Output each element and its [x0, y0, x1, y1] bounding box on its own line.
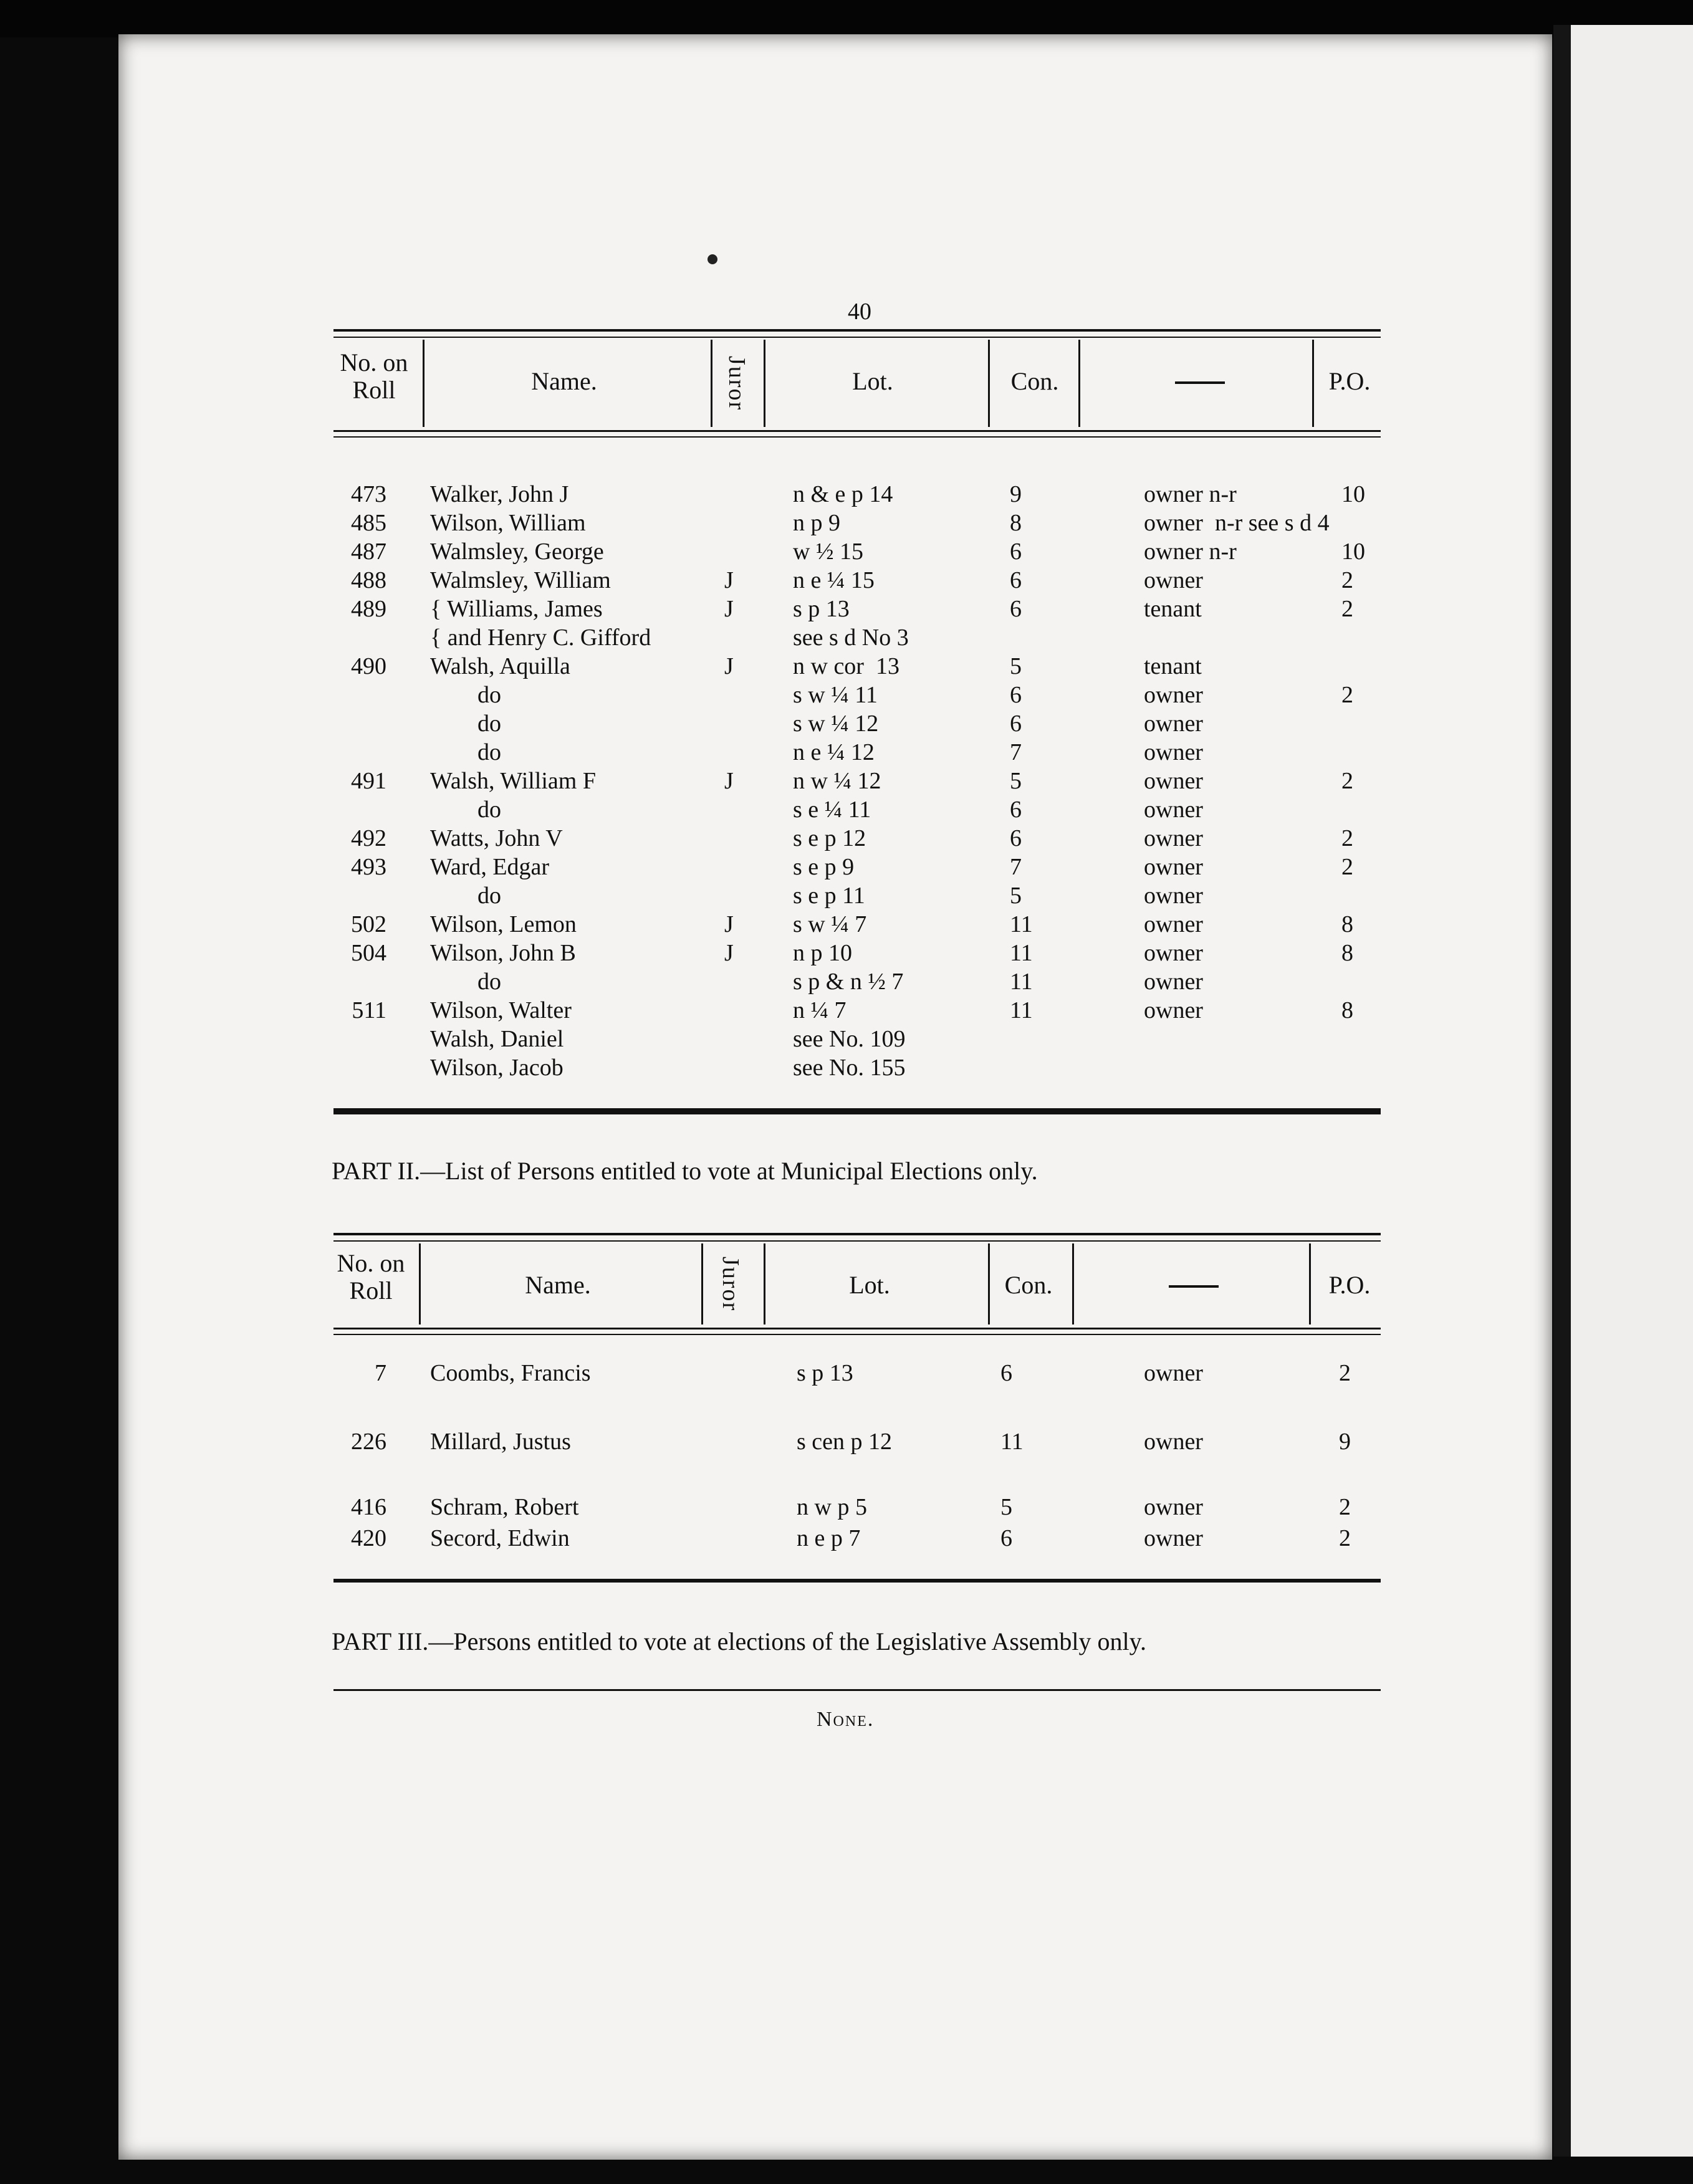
post-office: 2	[1341, 567, 1353, 593]
table1-top-rule	[333, 329, 1381, 332]
voter-name: do	[430, 883, 501, 909]
roll-number: 420	[351, 1525, 386, 1551]
status: owner	[1144, 911, 1203, 937]
status: owner	[1144, 1494, 1203, 1520]
roll-number: 487	[351, 539, 386, 565]
concession: 11	[1010, 969, 1033, 995]
table2-header-rule	[333, 1328, 1381, 1329]
voter-name: Walsh, William F	[430, 768, 596, 794]
status: owner	[1144, 1360, 1203, 1386]
roll-number: 489	[351, 596, 386, 622]
concession: 6	[1010, 682, 1022, 708]
table1-bottom-rule	[333, 1108, 1381, 1114]
voter-name: Watts, John V	[430, 825, 563, 851]
lot: n w cor 13	[793, 653, 899, 679]
status: owner n-r see s d 4	[1144, 510, 1330, 536]
ink-spot	[707, 254, 717, 264]
status: owner	[1144, 1429, 1203, 1455]
col-divider	[423, 340, 424, 427]
status: tenant	[1144, 653, 1202, 679]
voter-name: Wilson, William	[430, 510, 586, 536]
col-divider	[1078, 340, 1080, 427]
voter-name: Wilson, Lemon	[430, 911, 577, 937]
concession: 6	[1010, 797, 1022, 823]
lot: w ½ 15	[793, 539, 863, 565]
lot: s p 13	[793, 596, 850, 622]
voter-name: Coombs, Francis	[430, 1360, 591, 1386]
header-no-on-roll-line1: No. on	[337, 1249, 405, 1277]
juror-mark: J	[724, 940, 734, 966]
col-divider	[1309, 1243, 1311, 1324]
voter-name: Schram, Robert	[430, 1494, 579, 1520]
lot: s w ¼ 11	[793, 682, 878, 708]
col-divider	[764, 340, 765, 427]
voter-name: do	[430, 711, 501, 737]
post-office: 2	[1339, 1494, 1351, 1520]
col-divider	[711, 340, 712, 427]
table1-header-rule-thin	[333, 436, 1381, 438]
header-no-on-roll-line2: Roll	[349, 1276, 393, 1305]
status: owner n-r	[1144, 539, 1237, 565]
concession: 11	[1010, 997, 1033, 1023]
header-con: Con.	[1010, 367, 1059, 395]
header-po: P.O.	[1328, 1271, 1371, 1299]
status: owner	[1144, 567, 1203, 593]
concession: 11	[1010, 911, 1033, 937]
table1-top-rule-thin	[333, 337, 1381, 338]
roll-number: 493	[351, 854, 386, 880]
table2-bottom-rule	[333, 1579, 1381, 1583]
concession: 6	[1010, 567, 1022, 593]
status: owner	[1144, 711, 1203, 737]
concession: 6	[1010, 825, 1022, 851]
voter-name: Walsh, Daniel	[430, 1026, 564, 1052]
header-no-on-roll	[330, 349, 418, 404]
lot: s w ¼ 12	[793, 711, 879, 737]
col-divider	[1312, 340, 1314, 427]
post-office: 8	[1341, 997, 1353, 1023]
scan-gutter	[1553, 25, 1571, 2157]
voter-name: Walmsley, William	[430, 567, 611, 593]
concession: 5	[1010, 883, 1022, 909]
juror-mark: J	[724, 567, 734, 593]
post-office: 10	[1341, 539, 1365, 565]
roll-number: 226	[351, 1429, 386, 1455]
roll-number: 473	[351, 481, 386, 507]
lot: s e p 11	[793, 883, 865, 909]
status: tenant	[1144, 596, 1202, 622]
voter-name: do	[430, 682, 501, 708]
table2-header-rule-thin	[333, 1334, 1381, 1335]
table2-top-rule-thin	[333, 1240, 1381, 1242]
juror-mark: J	[724, 768, 734, 794]
concession: 8	[1010, 510, 1022, 536]
status: owner	[1144, 969, 1203, 995]
facing-page-edge	[1571, 25, 1693, 2157]
status: owner	[1144, 854, 1203, 880]
juror-mark: J	[724, 911, 734, 937]
concession: 5	[1010, 768, 1022, 794]
roll-number: 504	[351, 940, 386, 966]
lot: n w p 5	[797, 1494, 867, 1520]
table1-header-rule	[333, 430, 1381, 432]
status: owner	[1144, 940, 1203, 966]
post-office: 9	[1339, 1429, 1351, 1455]
voter-name: Wilson, Walter	[430, 997, 572, 1023]
voter-name: Ward, Edgar	[430, 854, 550, 880]
status: owner	[1144, 825, 1203, 851]
header-no-on-roll	[327, 1250, 415, 1305]
lot: n p 9	[793, 510, 840, 536]
lot: n e p 7	[797, 1525, 861, 1551]
concession: 11	[1010, 940, 1033, 966]
lot: s cen p 12	[797, 1429, 893, 1455]
lot: s w ¼ 7	[793, 911, 867, 937]
concession: 5	[1010, 653, 1022, 679]
col-divider	[988, 340, 990, 427]
voter-name: Walsh, Aquilla	[430, 653, 570, 679]
lot: n p 10	[793, 940, 852, 966]
juror-mark: J	[724, 596, 734, 622]
page-number: 40	[848, 299, 871, 325]
lot: see s d No 3	[793, 625, 909, 651]
post-office: 8	[1341, 940, 1353, 966]
roll-number: 490	[351, 653, 386, 679]
part3-title: PART III.—Persons entitled to vote at elections of the Legislative Assembly only.	[332, 1627, 1147, 1655]
concession: 9	[1010, 481, 1022, 507]
roll-number: 485	[351, 510, 386, 536]
lot: s e p 12	[793, 825, 866, 851]
lot: see No. 109	[793, 1026, 906, 1052]
part2-title: PART II.—List of Persons entitled to vote at Municipal Elections only.	[332, 1157, 1038, 1185]
header-blank-dash	[1175, 381, 1225, 384]
voter-name: { Williams, James	[430, 596, 603, 622]
concession: 6	[1010, 539, 1022, 565]
post-office: 2	[1341, 768, 1353, 794]
lot: s e p 9	[793, 854, 855, 880]
status: owner	[1144, 797, 1203, 823]
header-po: P.O.	[1328, 367, 1371, 395]
col-divider	[1072, 1243, 1074, 1324]
header-lot: Lot.	[852, 367, 893, 395]
lot: see No. 155	[793, 1055, 906, 1081]
header-blank-dash	[1169, 1285, 1219, 1288]
concession: 5	[1000, 1494, 1012, 1520]
voter-name: do	[430, 969, 501, 995]
header-name: Name.	[525, 1271, 591, 1299]
header-juror: Juror	[724, 355, 750, 411]
voter-name: do	[430, 739, 501, 765]
col-divider	[701, 1243, 703, 1324]
concession: 6	[1000, 1360, 1012, 1386]
lot: s e ¼ 11	[793, 797, 871, 823]
post-office: 2	[1341, 596, 1353, 622]
post-office: 2	[1339, 1360, 1351, 1386]
col-divider	[764, 1243, 765, 1324]
status: owner	[1144, 682, 1203, 708]
lot: s p 13	[797, 1360, 853, 1386]
post-office: 2	[1339, 1525, 1351, 1551]
concession: 6	[1010, 711, 1022, 737]
status: owner	[1144, 997, 1203, 1023]
lot: n e ¼ 15	[793, 567, 875, 593]
roll-number: 416	[351, 1494, 386, 1520]
roll-number: 488	[351, 567, 386, 593]
header-con: Con.	[1004, 1271, 1053, 1299]
status: owner	[1144, 739, 1203, 765]
concession: 6	[1000, 1525, 1012, 1551]
header-no-on-roll-line2: Roll	[352, 376, 396, 404]
roll-number: 7	[375, 1360, 386, 1386]
post-office: 10	[1341, 481, 1365, 507]
concession: 7	[1010, 854, 1022, 880]
lot: n & e p 14	[793, 481, 893, 507]
col-divider	[419, 1243, 421, 1324]
header-lot: Lot.	[849, 1271, 890, 1299]
voter-name: Wilson, John B	[430, 940, 576, 966]
voter-name: Millard, Justus	[430, 1429, 571, 1455]
table2-top-rule	[333, 1233, 1381, 1235]
concession: 6	[1010, 596, 1022, 622]
lot: s p & n ½ 7	[793, 969, 904, 995]
status: owner	[1144, 883, 1203, 909]
lot: n ¼ 7	[793, 997, 846, 1023]
lot: n e ¼ 12	[793, 739, 875, 765]
part3-none: None.	[817, 1708, 875, 1731]
juror-mark: J	[724, 653, 734, 679]
header-juror: Juror	[717, 1256, 744, 1312]
roll-number: 492	[351, 825, 386, 851]
post-office: 2	[1341, 854, 1353, 880]
voter-name: do	[430, 797, 501, 823]
part3-rule	[333, 1689, 1381, 1691]
status: owner	[1144, 768, 1203, 794]
roll-number: 502	[351, 911, 386, 937]
voter-name: Wilson, Jacob	[430, 1055, 564, 1081]
concession: 11	[1000, 1429, 1024, 1455]
status: owner	[1144, 1525, 1203, 1551]
post-office: 2	[1341, 825, 1353, 851]
roll-number: 511	[352, 997, 386, 1023]
post-office: 2	[1341, 682, 1353, 708]
concession: 7	[1010, 739, 1022, 765]
voter-name: Walker, John J	[430, 481, 569, 507]
scan-border	[0, 0, 1693, 37]
voter-name: Walmsley, George	[430, 539, 604, 565]
voter-name: { and Henry C. Gifford	[430, 625, 651, 651]
header-name: Name.	[531, 367, 597, 395]
header-no-on-roll-line1: No. on	[340, 348, 408, 376]
status: owner n-r	[1144, 481, 1237, 507]
lot: n w ¼ 12	[793, 768, 881, 794]
voter-name: Secord, Edwin	[430, 1525, 570, 1551]
roll-number: 491	[351, 768, 386, 794]
post-office: 8	[1341, 911, 1353, 937]
